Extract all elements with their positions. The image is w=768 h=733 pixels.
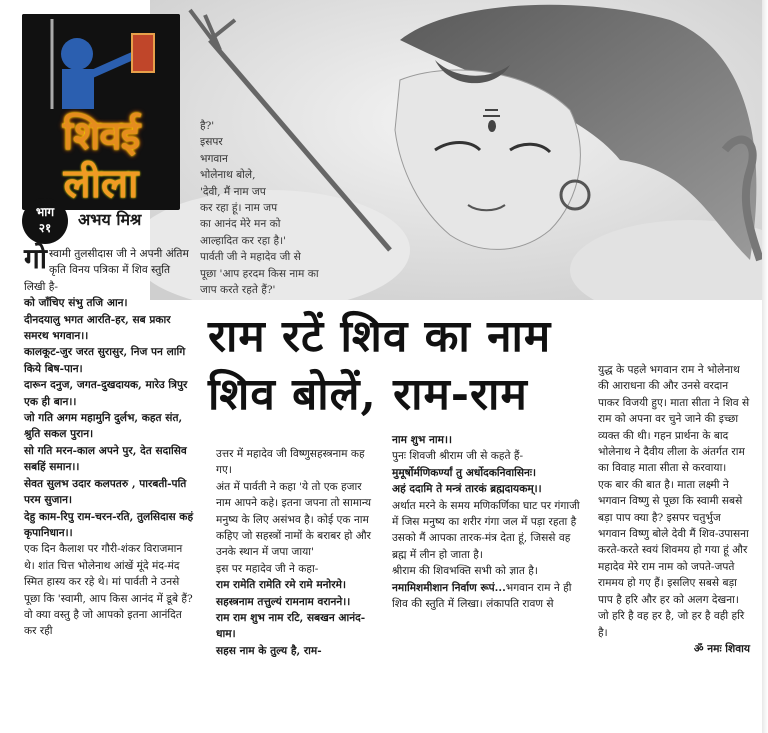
verse-line: दारून दनुज, जगत-दुखदायक, मारेउ त्रिपुर एक ही बान।। bbox=[24, 379, 188, 408]
series-title-line2: लीला bbox=[63, 160, 139, 207]
quote-line: 'देवी, मैं नाम जप bbox=[200, 185, 266, 198]
part-number: २१ bbox=[38, 221, 52, 235]
verse-line: राम रामेति रामेति रमे रामे मनोरमे। bbox=[216, 579, 346, 592]
verse-line: सहस नाम के तुल्य है, राम- bbox=[216, 644, 322, 657]
headline-line1: राम रटें शिव का नाम bbox=[208, 311, 552, 362]
article-column-1 bbox=[24, 242, 194, 640]
verse-line: अहं ददामि ते मन्त्रं तारकं ब्रह्मदायकम्।। bbox=[392, 483, 542, 496]
body-paragraph: इस पर महादेव जी ने कहा- bbox=[216, 562, 319, 575]
quote-line: इसपर bbox=[200, 136, 223, 149]
closing-signature: ॐ नमः शिवाय bbox=[693, 642, 750, 655]
body-paragraph: अंत में पार्वती ने कहा 'ये तो एक हजार नाम आपने कहे। इतना जपना तो सामान्य मनुष्य के लिए असंभव है। कोई एक नाम कहिए जो सहस्त्रों नामों के बराबर हो और उनके स्थान में जपा जाया' bbox=[216, 480, 372, 559]
headline-line2: शिव बोलें, राम-राम bbox=[208, 369, 528, 420]
quote-line: जाप करते रहते हैं?' bbox=[200, 284, 276, 297]
body-paragraph: पुनः शिवजी श्रीराम जी से कहते हैं- bbox=[392, 450, 524, 463]
quote-line: पूछा 'आप हरदम किस नाम का bbox=[200, 267, 319, 280]
series-title-line1: शिवई bbox=[62, 112, 140, 159]
quote-line: भगवान bbox=[200, 152, 228, 165]
quote-line: पार्वती जी ने महादेव जी से bbox=[200, 251, 301, 264]
part-number-badge bbox=[22, 198, 68, 244]
verse-line: जो गति अगम महामुनि दुर्लभ, कहत संत, श्रुति सकल पुरान। bbox=[24, 412, 183, 441]
quote-line: आल्हादित कर रहा है।' bbox=[200, 234, 286, 247]
series-badge bbox=[22, 14, 180, 210]
verse-line: देहु काम-रिपु राम-चरन-रति, तुलसिदास कहं कृपानिधान।। bbox=[24, 510, 194, 539]
verse-line: सहस्त्रनाम तत्तुल्यं रामनाम वरानने।। bbox=[216, 595, 351, 608]
body-paragraph: अर्थात मरने के समय मणिकर्णिका घाट पर गंगाजी में जिस मनुष्य का शरीर गंगा जल में पड़ा रहता है उसको मैं आपका तारक-मंत्र देता हूं, जिससे वह ब्रह्म में लीन हो जाता है। bbox=[392, 499, 580, 561]
quote-line: भोलेनाथ बोले, bbox=[200, 169, 256, 182]
body-paragraph: उत्तर में महादेव जी विष्णुसहस्त्रनाम कह गए। bbox=[216, 448, 365, 477]
quote-line: है?' bbox=[200, 120, 215, 132]
shiva-figure-icon bbox=[22, 14, 180, 110]
body-paragraph: एक दिन कैलाश पर गौरी-शंकर विराजमान थे। शांत चित्त भोलेनाथ आंखें मूंदे मंद-मंद स्मित हास्य कर रहे थे। मां पार्वती ने उनसे पूछा कि 'स्वामी, आप किस आनंद में डूबे हैं? वो क्या वस्तु है जो आपको इतना आनंदित कर रही bbox=[24, 543, 193, 638]
dialogue-quote bbox=[200, 118, 400, 298]
stotra-title: नमामिशमीशान निर्वाण रूपं... bbox=[392, 581, 506, 594]
article-column-4 bbox=[598, 362, 750, 657]
body-paragraph: युद्ध के पहले भगवान राम ने भोलेनाथ की आराधना की और उनसे वरदान पाकर विजयी हुए। माता सीता ने शिव से राम को अपना वर चुने जाने की इच्छा व्यक्त की थी। गहन प्रार्थना के बाद भोलेनाथ ने दैवीय लीला के अंतर्गत राम का विवाह माता सीता से करवाया। bbox=[598, 364, 750, 475]
headline bbox=[208, 308, 551, 424]
verse-line: नाम शुभ नाम।। bbox=[392, 434, 452, 446]
verse-line: दीनदयालु भगत आरति-हर, सब प्रकार समरथ भगवान।। bbox=[24, 313, 171, 343]
author-name: अभय मिश्र bbox=[78, 210, 142, 229]
intro-text: स्वामी तुलसीदास जी ने अपनी अंतिम कृति विनय पत्रिका में शिव स्तुति लिखी है- bbox=[24, 248, 189, 293]
verse-line: को जाँचिए संभु तजि आन। bbox=[24, 297, 128, 310]
verse-line: कालकूट-जुर जरत सुरासुर, निज पन लागि किये बिष-पान। bbox=[24, 346, 186, 375]
para-text: भगवान राम ने ही शिव की स्तुति में लिखा। लंकापति रावण से bbox=[392, 581, 572, 611]
verse-line: राम राम शुभ नाम रटि, सबखन आनंद-धाम। bbox=[216, 612, 366, 641]
article-column-2 bbox=[216, 446, 376, 659]
quote-line: कर रहा हूं। नाम जप bbox=[200, 202, 278, 215]
verse-line: सो गति मरन-काल अपने पुर, देत सदासिव सबहिं समान।। bbox=[24, 444, 187, 474]
verse-line: सेवत सुलभ उदार कलपतरु , पारबती-पति परम सुजान। bbox=[24, 477, 187, 507]
page-edge bbox=[762, 0, 768, 733]
quote-line: का आनंद मेरे मन को bbox=[200, 218, 281, 231]
verse-line: मुमूर्षोर्मणिकर्ण्यां तु अर्धोदकनिवासिनः। bbox=[392, 466, 537, 479]
part-label: भाग bbox=[35, 205, 55, 219]
article-column-3 bbox=[392, 432, 584, 612]
para-text: श्रीराम की शिवभक्ति सभी को ज्ञात है। bbox=[392, 565, 538, 578]
body-paragraph bbox=[392, 563, 584, 612]
drop-cap: गो bbox=[24, 242, 48, 275]
body-paragraph: एक बार की बात है। माता लक्ष्मी ने भगवान विष्णु से पूछा कि स्वामी सबसे बड़ा पाप क्या है? इसपर चतुर्भुज भगवान विष्णु बोले देवी मैं शिव-उपासना करते-करते स्वयं शिवमय हो गया हूं और महादेव मेरे राम नाम को जपते-जपते राममय हो गए हैं। इसलिए सबसे बड़ा पाप है हरि और हर को अलग देखना। जो हरि है वह हर है, जो हर है वही हरि है। bbox=[598, 478, 749, 639]
